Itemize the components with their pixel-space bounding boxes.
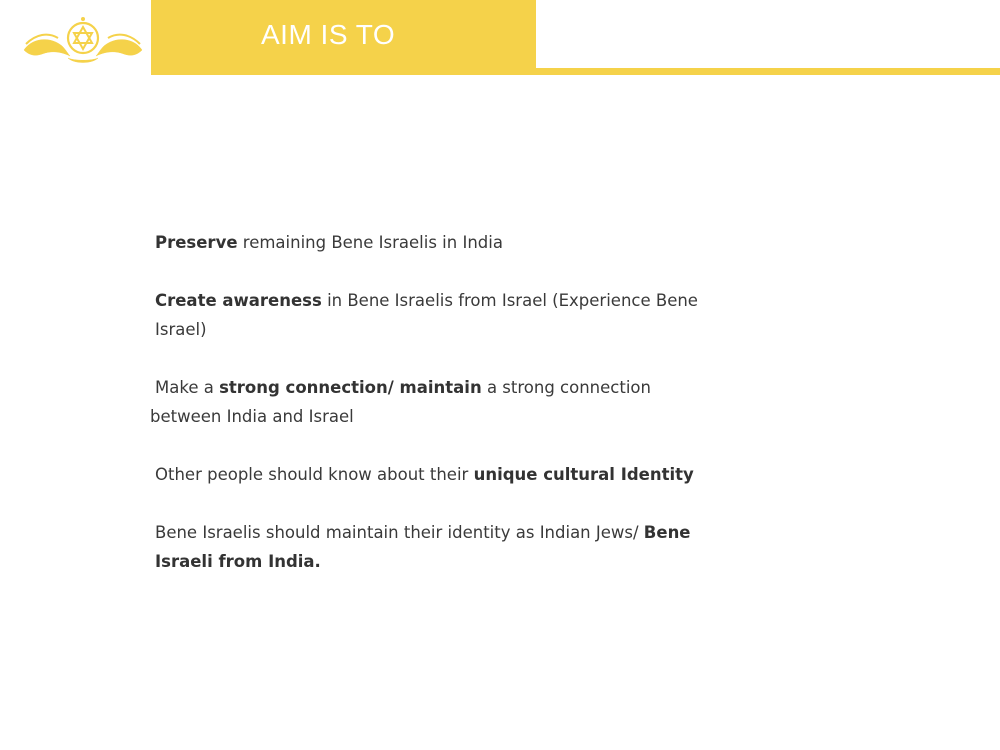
aim-text: remaining Bene Israelis in India (237, 233, 503, 252)
aim-bold-text: Create awareness (155, 291, 322, 310)
aim-item-preserve (150, 228, 710, 257)
aim-bold-text: Bene Israeli from India. (155, 523, 691, 571)
aim-item-indian-jews (150, 518, 695, 576)
page-title: AIM IS TO (261, 19, 396, 50)
title-banner (151, 0, 536, 75)
aim-item-connection (150, 373, 710, 431)
header-divider-line (536, 68, 1000, 75)
aim-item-awareness (150, 286, 710, 344)
aim-text: Bene Israelis should maintain their identity as Indian Jews/ (155, 523, 644, 542)
aim-bold-text: unique cultural Identity (473, 465, 694, 484)
aim-item-identity (150, 460, 710, 489)
aim-text: in Bene Israelis from Israel (Experience Bene Israel) (155, 291, 698, 339)
aim-bold-text: Preserve (155, 233, 238, 252)
aim-bold-text: strong connection/ maintain (219, 378, 482, 397)
aim-text: a strong connection between India and Israel (150, 378, 651, 426)
aim-text: Other people should know about their (155, 465, 474, 484)
aim-text: Make a (155, 378, 220, 397)
aims-list (150, 228, 710, 605)
star-of-david-emblem-icon (22, 16, 144, 64)
